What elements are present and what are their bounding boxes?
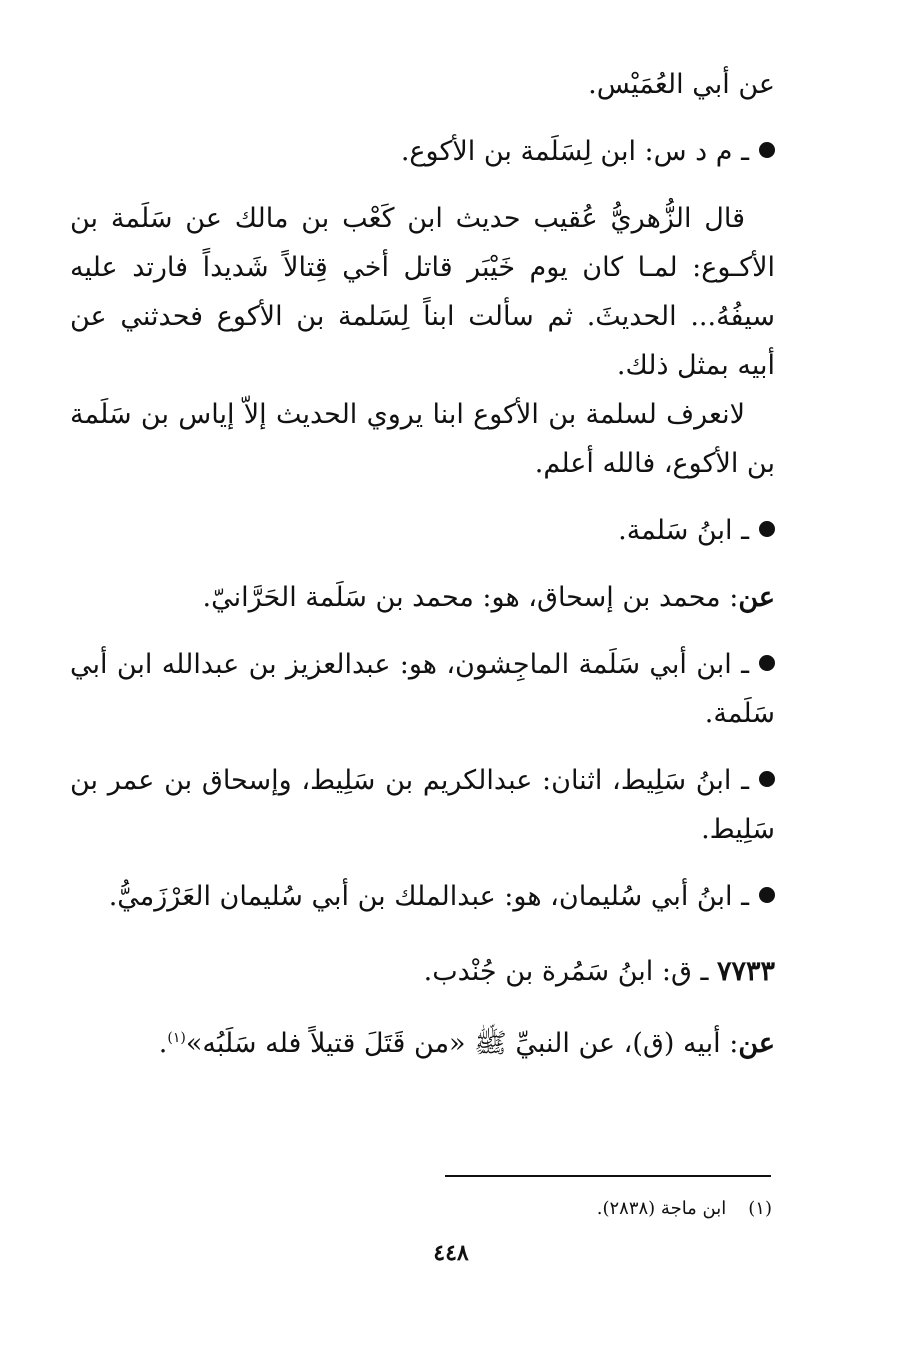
entry-number: ٧٧٣٣ xyxy=(716,956,775,987)
paragraph-11-label: عن xyxy=(738,1028,775,1059)
paragraph-3: قال الزُّهريُّ عُقيب حديث ابن كَعْب بن مالك عن سَلَمة بن الأكـوع: لمـا كان يوم خَيْبَر قاتل أخي قِتالاً شَديداً فارتد عليه سيفُهُ... الحديثَ. ثم سألت ابناً لِسَلمة بن الأكوع فحدثني عن أبيه بمثل ذلك. xyxy=(70,203,775,381)
footnote-text: ابن ماجة (٢٨٣٨). xyxy=(596,1198,727,1219)
entry-heading-text: ـ ق: ابنُ سَمُرة بن جُنْدب. xyxy=(423,956,717,987)
paragraph-7-text: ـ ابن أبي سَلَمة الماجِشون، هو: عبدالعزيز بن عبدالله ابن أبي سَلَمة. xyxy=(70,649,775,729)
paragraph-1: عن أبي العُمَيْس. xyxy=(588,69,775,100)
footnote-reference[interactable]: (١) xyxy=(167,1030,186,1046)
bullet-icon xyxy=(759,142,775,158)
footnote xyxy=(597,1197,772,1221)
footnote-divider xyxy=(445,1175,771,1177)
page-body xyxy=(70,60,775,1068)
page-number: ٤٤٨ xyxy=(433,1240,469,1266)
footnote-number: (١) xyxy=(748,1198,772,1219)
paragraph-5-text: ـ ابنُ سَلمة. xyxy=(618,515,749,546)
paragraph-2 xyxy=(70,127,775,176)
paragraph-6-label: عن xyxy=(738,582,775,613)
paragraph-7 xyxy=(70,640,775,738)
paragraph-5 xyxy=(70,506,775,555)
paragraph-6-text: : محمد بن إسحاق، هو: محمد بن سَلَمة الحَرَّانيّ. xyxy=(202,582,739,613)
paragraph-6 xyxy=(70,573,775,622)
paragraph-11 xyxy=(70,1014,775,1068)
bullet-icon xyxy=(759,655,775,671)
bullet-icon xyxy=(759,887,775,903)
paragraph-8 xyxy=(70,756,775,854)
paragraph-11-end: . xyxy=(158,1028,168,1059)
paragraph-2-text: ـ م د س: ابن لِسَلَمة بن الأكوع. xyxy=(400,136,749,167)
paragraph-9 xyxy=(70,872,775,921)
paragraph-9-text: ـ ابنُ أبي سُليمان، هو: عبدالملك بن أبي سُليمان العَرْزَميُّ. xyxy=(108,881,749,912)
paragraph-11-text: : أبيه (ق)، عن النبيِّ ﷺ «من قَتَلَ قتيلاً فله سَلَبُه» xyxy=(185,1028,739,1059)
paragraph-4: لانعرف لسلمة بن الأكوع ابنا يروي الحديث إلاّ إياس بن سَلَمة بن الأكوع، فالله أعلم. xyxy=(70,399,775,479)
paragraph-8-text: ـ ابنُ سَلِيط، اثنان: عبدالكريم بن سَلِيط، وإسحاق بن عمر بن سَلِيط. xyxy=(70,765,775,845)
bullet-icon xyxy=(759,521,775,537)
entry-heading xyxy=(70,947,775,996)
bullet-icon xyxy=(759,771,775,787)
